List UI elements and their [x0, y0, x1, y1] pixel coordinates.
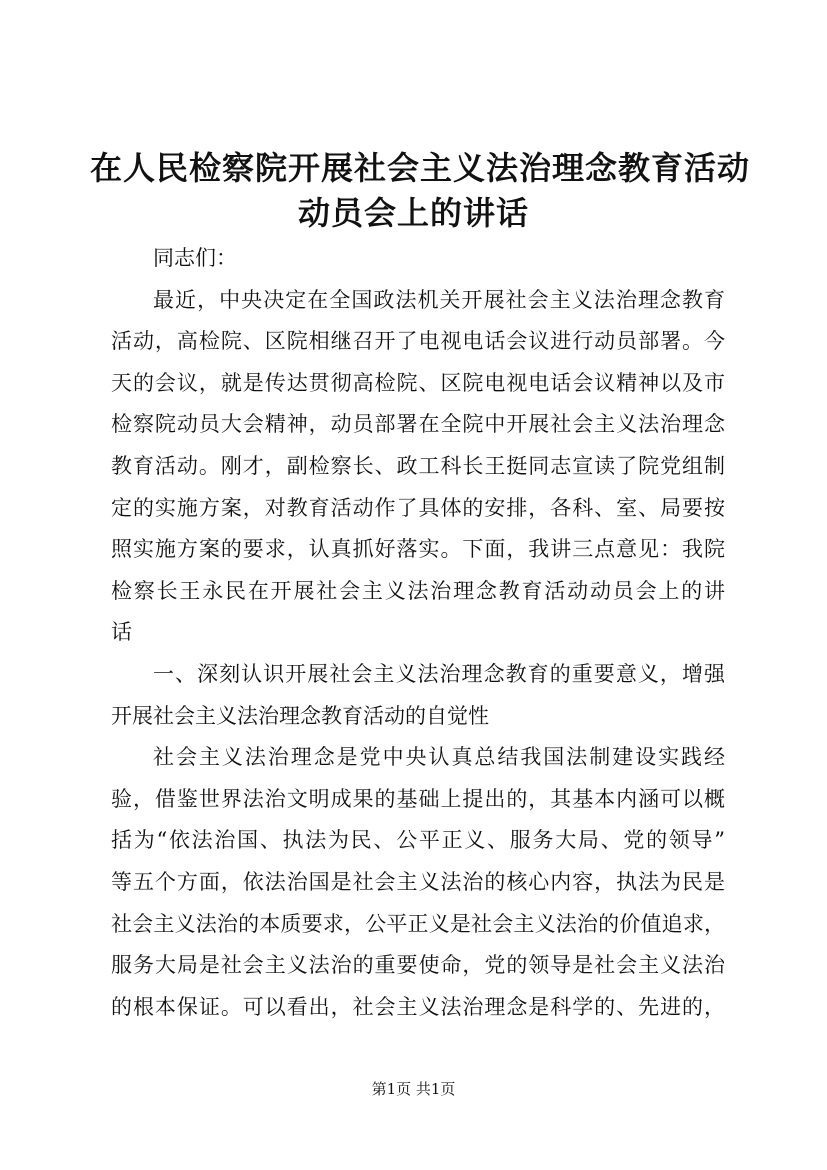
- section-heading-line: 开展社会主义法治理念教育活动的自觉性: [111, 703, 489, 728]
- paragraph-2-line: 服务大局是社会主义法治的重要使命，党的领导是社会主义法治: [111, 953, 725, 978]
- document-title-line-1: 在人民检察院开展社会主义法治理念教育活动: [90, 149, 751, 187]
- paragraph-2-line: 社会主义法治的本质要求，公平正义是社会主义法治的价值追求，: [111, 911, 725, 936]
- paragraph-1-line: 最近，中央决定在全国政法机关开展社会主义法治理念教育: [153, 287, 725, 312]
- paragraph-1-line: 检察院动员大会精神，动员部署在全院中开展社会主义法治理念: [111, 412, 725, 437]
- salutation: 同志们：: [153, 246, 237, 270]
- paragraph-2-line: 等五个方面，依法治国是社会主义法治的核心内容，执法为民是: [111, 869, 725, 894]
- paragraph-1-line: 天的会议，就是传达贯彻高检院、区院电视电话会议精神以及市: [111, 370, 725, 395]
- page-footer: 第1页 共1页: [371, 1080, 456, 1098]
- paragraph-2-line: 验，借鉴世界法治文明成果的基础上提出的，其基本内涵可以概: [111, 786, 725, 811]
- paragraph-2-line: 社会主义法治理念是党中央认真总结我国法制建设实践经: [153, 745, 725, 770]
- paragraph-1-line: 照实施方案的要求，认真抓好落实。下面，我讲三点意见：我院: [111, 537, 725, 562]
- paragraph-1-line: 教育活动。刚才，副检察长、政工科长王挺同志宣读了院党组制: [111, 453, 725, 478]
- paragraph-1-line: 活动，高检院、区院相继召开了电视电话会议进行动员部署。今: [111, 329, 725, 354]
- paragraph-2-line: 括为“依法治国、执法为民、公平正义、服务大局、党的领导”: [111, 828, 725, 853]
- paragraph-2-line: 的根本保证。可以看出，社会主义法治理念是科学的、先进的，: [111, 994, 725, 1019]
- paragraph-1-line: 话: [111, 620, 132, 645]
- paragraph-1-line: 定的实施方案，对教育活动作了具体的安排，各科、室、局要按: [111, 495, 725, 520]
- paragraph-1-line: 检察长王永民在开展社会主义法治理念教育活动动员会上的讲: [111, 578, 725, 603]
- section-heading-line: 一、深刻认识开展社会主义法治理念教育的重要意义，增强: [153, 661, 725, 686]
- document-title-line-2: 动员会上的讲话: [297, 194, 529, 232]
- document-body: [111, 238, 725, 1028]
